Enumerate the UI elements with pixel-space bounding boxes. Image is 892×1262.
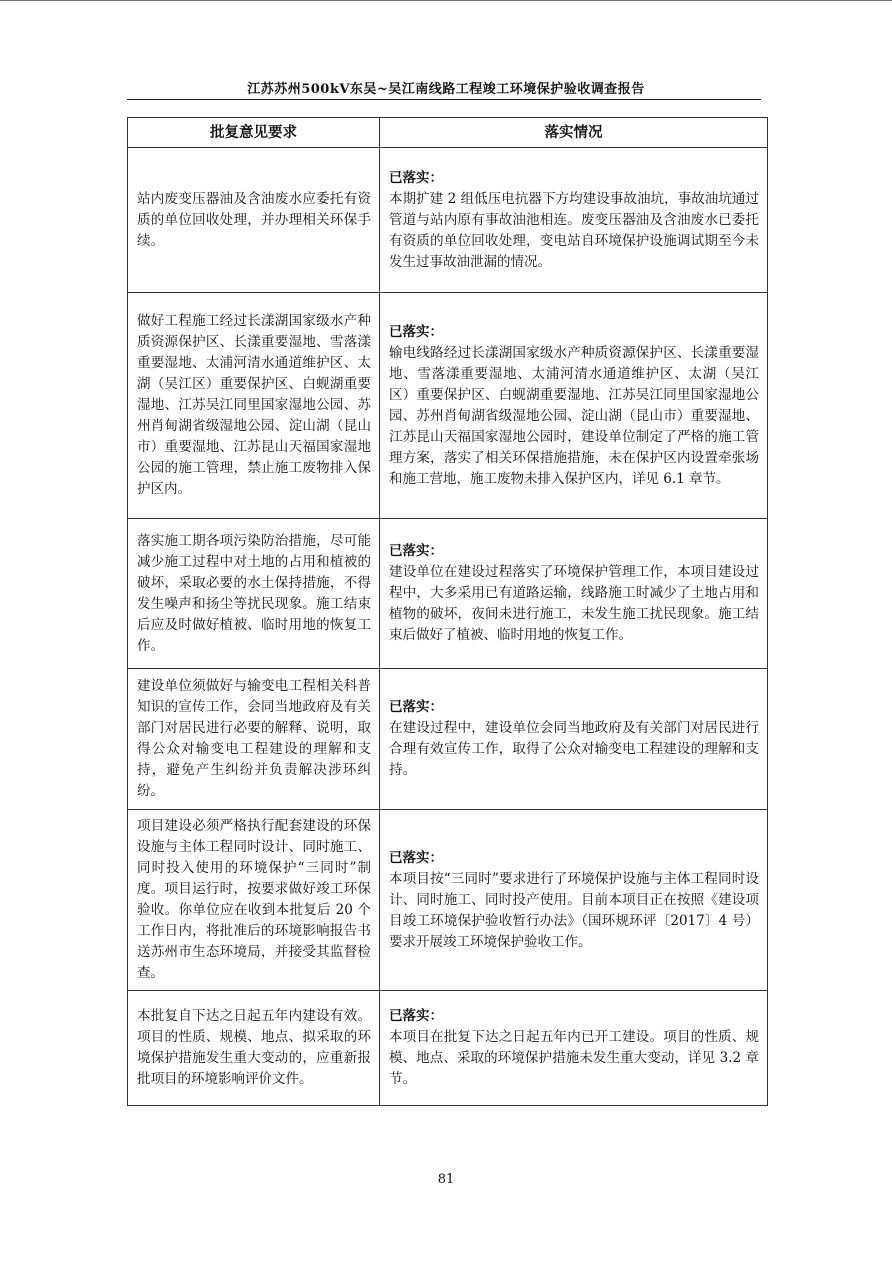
approval-requirements-table <box>127 117 768 1106</box>
table-row <box>128 810 768 991</box>
requirement-cell: 项目建设必须严格执行配套建设的环保设施与主体工程同时设计、同时施工、同时投入使用的环境保护“三同时”制度。项目运行时，按要求做好竣工环保验收。你单位应在收到本批复后 20 个工作日内，将批准后的环境影响报告书送苏州市生态环境局，并接受其监督检查。 <box>128 810 380 991</box>
status-label: 已落实： <box>389 1008 443 1024</box>
requirement-cell: 本批复自下达之日起五年内建设有效。项目的性质、规模、地点、拟采取的环境保护措施发生重大变动的，应重新报批项目的环境影响评价文件。 <box>128 991 380 1106</box>
status-label: 已落实： <box>389 169 443 186</box>
column-header-requirement: 批复意见要求 <box>128 118 380 148</box>
table-row <box>128 991 768 1106</box>
table-row <box>128 519 768 669</box>
table-header-row <box>128 118 768 148</box>
implementation-detail: 在建设过程中，建设单位会同当地政府及有关部门对居民进行合理有效宣传工作，取得了公众对输变电工程建设的理解和支持。 <box>389 720 759 778</box>
implementation-cell <box>380 519 768 669</box>
implementation-cell <box>380 991 768 1106</box>
implementation-cell <box>380 293 768 519</box>
implementation-detail: 输电线路经过长漾湖国家级水产种质资源保护区、长漾重要湿地、雪落漾重要湿地、太浦河清水通道维护区、太湖（吴江区）重要保护区、白蚬湖重要湿地、江苏吴江同里国家湿地公园、苏州肖甸湖省级湿地公园、淀山湖（昆山市）重要湿地、江苏昆山天福国家湿地公园时，建设单位制定了严格的施工管理方案，落实了相关环保措施措施，未在保护区内设置牵张场和施工营地，施工废物未排入保护区内，详见 6.1 章节。 <box>389 344 759 487</box>
table-row <box>128 669 768 810</box>
header-rule <box>127 99 761 100</box>
implementation-detail: 建设单位在建设过程落实了环境保护管理工作，本项目建设过程中，大多采用已有道路运输，线路施工时减少了土地占用和植物的破坏，夜间未进行施工，未发生施工扰民现象。施工结束后做好了植被、临时用地的恢复工作。 <box>389 564 759 643</box>
requirement-cell: 做好工程施工经过长漾湖国家级水产种质资源保护区、长漾重要湿地、雪落漾重要湿地、太浦河清水通道维护区、太湖（吴江区）重要保护区、白蚬湖重要湿地、江苏吴江同里国家湿地公园、苏州肖甸湖省级湿地公园、淀山湖（昆山市）重要湿地、江苏昆山天福国家湿地公园的施工管理，禁止施工废物排入保护区内。 <box>128 293 380 519</box>
status-label: 已落实： <box>389 699 443 715</box>
report-header-title: 江苏苏州500kV东吴~吴江南线路工程竣工环境保护验收调查报告 <box>247 82 645 97</box>
status-label: 已落实： <box>389 543 443 559</box>
requirement-cell: 落实施工期各项污染防治措施，尽可能减少施工过程中对土地的占用和植被的破坏，采取必要的水土保持措施，不得发生噪声和扬尘等扰民现象。施工结束后应及时做好植被、临时用地的恢复工作。 <box>128 519 380 669</box>
implementation-detail: 本项目按“三同时”要求进行了环境保护设施与主体工程同时设计、同时施工、同时投产使用。目前本项目正在按照《建设项目竣工环境保护验收暂行办法》（国环规环评〔2017〕4 号）要求开展竣工环境保护验收工作。 <box>389 870 759 950</box>
status-label: 已落实： <box>389 849 443 866</box>
implementation-cell <box>380 669 768 810</box>
requirement-cell: 建设单位须做好与输变电工程相关科普知识的宣传工作，会同当地政府及有关部门对居民进行必要的解释、说明，取得公众对输变电工程建设的理解和支持，避免产生纠纷并负责解决涉环纠纷。 <box>128 669 380 810</box>
status-label: 已落实： <box>389 323 443 340</box>
column-header-implementation: 落实情况 <box>380 118 768 148</box>
table-row <box>128 293 768 519</box>
implementation-cell <box>380 810 768 991</box>
page-number: 81 <box>437 1172 455 1187</box>
implementation-detail: 本项目在批复下达之日起五年内已开工建设。项目的性质、规模、地点、采取的环境保护措施未发生重大变动，详见 3.2 章节。 <box>389 1029 759 1087</box>
requirement-cell: 站内废变压器油及含油废水应委托有资质的单位回收处理，并办理相关环保手续。 <box>128 148 380 293</box>
implementation-detail: 本期扩建 2 组低压电抗器下方均建设事故油坑，事故油坑通过管道与站内原有事故油池相连。废变压器油及含油废水已委托有资质的单位回收处理，变电站自环境保护设施调试期至今未发生过事故油泄漏的情况。 <box>389 190 759 270</box>
page-top-border <box>0 0 892 1</box>
table-row <box>128 148 768 293</box>
implementation-cell <box>380 148 768 293</box>
